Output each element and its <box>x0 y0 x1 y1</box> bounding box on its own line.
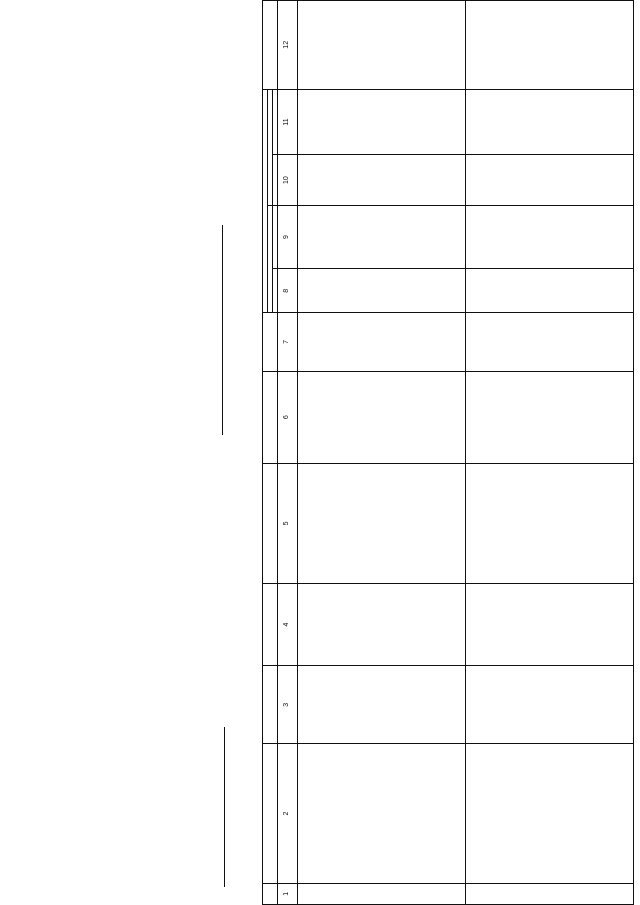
table-cell <box>466 666 634 744</box>
column-number: 2 <box>278 744 298 883</box>
table-cell <box>466 313 634 371</box>
row-number <box>466 883 634 904</box>
table-cell <box>466 1 634 90</box>
table-cell <box>466 371 634 463</box>
column-number-row <box>278 1 298 905</box>
column-number: 5 <box>278 463 298 583</box>
table-cell <box>298 583 466 665</box>
table-cell <box>298 269 466 313</box>
column-number: 1 <box>278 883 298 904</box>
column-number: 7 <box>278 313 298 371</box>
table-row <box>466 1 634 905</box>
table-cell <box>298 89 466 155</box>
header-total <box>263 313 278 371</box>
table-cell <box>466 269 634 313</box>
header-current-financing <box>263 371 278 463</box>
row-activity-name <box>298 744 466 883</box>
column-number: 8 <box>278 269 298 313</box>
table-cell <box>298 666 466 744</box>
column-number: 4 <box>278 583 298 665</box>
report-table <box>262 0 634 905</box>
header-refund-to-budget <box>263 583 278 665</box>
column-number: 9 <box>278 205 298 268</box>
subject-name-line <box>222 225 223 435</box>
column-number: 3 <box>278 666 298 744</box>
header-opening-balance <box>263 666 278 744</box>
table-cell <box>298 205 466 268</box>
table-cell <box>298 1 466 90</box>
table-cell <box>466 89 634 155</box>
table-cell <box>298 313 466 371</box>
column-number: 11 <box>278 89 298 155</box>
table-cell <box>298 155 466 206</box>
table-cell <box>298 463 466 583</box>
column-number: 12 <box>278 1 298 90</box>
row-number <box>298 883 466 904</box>
table-row <box>298 1 466 905</box>
reporting-period-line <box>210 727 225 887</box>
table-cell <box>466 463 634 583</box>
table-cell <box>466 583 634 665</box>
table-cell <box>466 155 634 206</box>
header-confirmed-balance <box>263 463 278 583</box>
row-activity-name <box>466 744 634 883</box>
header-activity-name <box>263 744 278 883</box>
header-closing-balance <box>263 1 278 90</box>
header-row-number <box>263 883 278 904</box>
column-number: 6 <box>278 371 298 463</box>
table-cell <box>466 205 634 268</box>
column-number: 10 <box>278 155 298 206</box>
table-cell <box>298 371 466 463</box>
